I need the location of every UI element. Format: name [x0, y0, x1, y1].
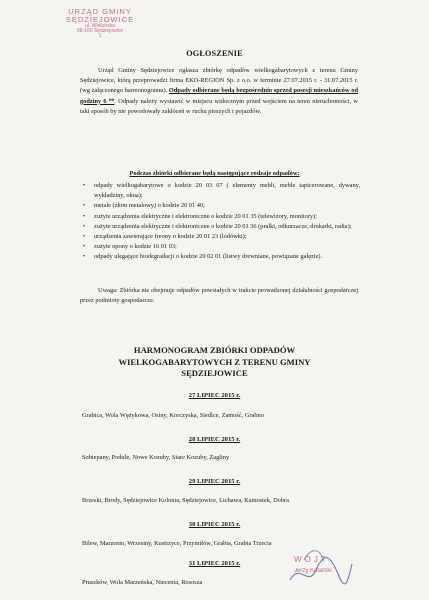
signature-name: Jerzy Kotarski: [294, 568, 332, 574]
list-item: • metale (złom metalowy) o kodzie 20 01 40;: [78, 201, 360, 211]
intro-bold-text: Odpady odbierane będą bezpośrednio sprzed posesji mieszkańców od godziny 6 ⁰⁰: [80, 87, 358, 105]
schedule-places: Brzeski, Brody, Sędziejowice Kolonia, Sędziejowice, Lichawa, Kamostek, Dobra: [82, 497, 289, 504]
intro-paragraph: [80, 66, 358, 117]
waste-types-heading: Podczas zbiórki odbierane będą następujące rodzaje odpadów:: [129, 170, 300, 177]
intro-text-cont: . Odpady należy wystawić w miejscu widocznym przed wejściem na teren nieruchomości, w taki sposób by nie powodowały zakłóceń w ruchu pieszych i pojazdów.: [80, 97, 358, 115]
schedule-places: Sobiepany, Podule, Nowe Kozuby, Stare Kozuby, Żagliny: [82, 454, 230, 461]
waste-types-list: [78, 181, 360, 263]
handwritten-signature: [286, 540, 356, 592]
schedule-date: 28 LIPIEC 2015 r.: [188, 436, 241, 443]
stamp-line: 1: [98, 33, 102, 39]
document-title: OGŁOSZENIE: [186, 49, 243, 58]
office-stamp: [60, 8, 140, 39]
schedule-places: Bilew, Marzenin, Wrzesiny, Kustrzyce, Przymiłów, Grabia, Grabia Trzecia: [82, 540, 272, 547]
stamp-line: 98-160 Sędziejowice: [76, 28, 124, 34]
schedule-title-line: WIELKOGABARYTOWYCH Z TERENU GMINY: [118, 356, 311, 367]
list-item: • zużyte urządzenia elektryczne i elektroniczne o kodzie 20 01 36 (pralki, odkurzacze, drukarki, radia);: [78, 222, 360, 232]
schedule-title-line: SĘDZIEJOWICE: [181, 368, 248, 379]
list-item: • zużyte opony o kodzie 16 01 03;: [78, 242, 360, 252]
list-item: • odpady wielkogabarytowe o kodzie 20 03 07 ( elementy mebli, meble tapicerowane, dywany, wykładziny, okna);: [78, 181, 360, 201]
schedule-date: 30 LIPIEC 2015 r.: [188, 521, 241, 528]
signature-title: WÓJT: [294, 555, 329, 564]
stamp-line: URZĄD GMINY: [68, 7, 132, 16]
schedule-date: 29 LIPIEC 2015 r.: [188, 478, 241, 485]
stamp-line: SĘDZIEJOWICE: [65, 14, 135, 24]
stamp-line: ul. Wieluńska: [85, 23, 115, 29]
schedule-title-line: HARMONOGRAM ZBIÓRKI ODPADÓW: [133, 345, 296, 355]
schedule-date: 27 LIPIEC 2015 r.: [188, 392, 241, 399]
schedule-places: Pruszków, Wola Marzeńska, Niecenia, Rososza: [82, 579, 203, 586]
list-item: • odpady ulegające biodegradacji o kodzie 20 02 01 (listwy drewniane, powiązane gałęzie).: [78, 252, 360, 262]
list-item: • zużyte urządzenia elektryczne i elektroniczne o kodzie 20 01 35 (telewizory, monitory);: [78, 212, 360, 222]
note-paragraph: Uwaga: Zbiórka nie obejmuje odpadów powstałych w trakcie prowadzonej działalności gospodarczej przez podmioty gospodarcze.: [80, 287, 358, 305]
list-item: • urządzenia zawierające freony o kodzie 20 01 23 (lodówki);: [78, 232, 360, 242]
schedule-places: Grabica, Wola Wężykowa, Osiny, Korczyska, Siedlce, Zamość, Grabno: [82, 412, 264, 419]
schedule-date: 31 LIPIEC 2015 r.: [188, 560, 241, 567]
schedule-title: [0, 345, 429, 380]
intro-text: Urząd Gminy Sędziejowice ogłasza zbiórkę odpadów wielkogabarytowych z terenu Gminy Sędziejowice, którą przeprowadzi firma EKO-REGION Sp. z o.o. w terminie 27.07.2015 r. - 31.07.2015 r. (wg załączonego harmonogramu).: [80, 67, 358, 95]
